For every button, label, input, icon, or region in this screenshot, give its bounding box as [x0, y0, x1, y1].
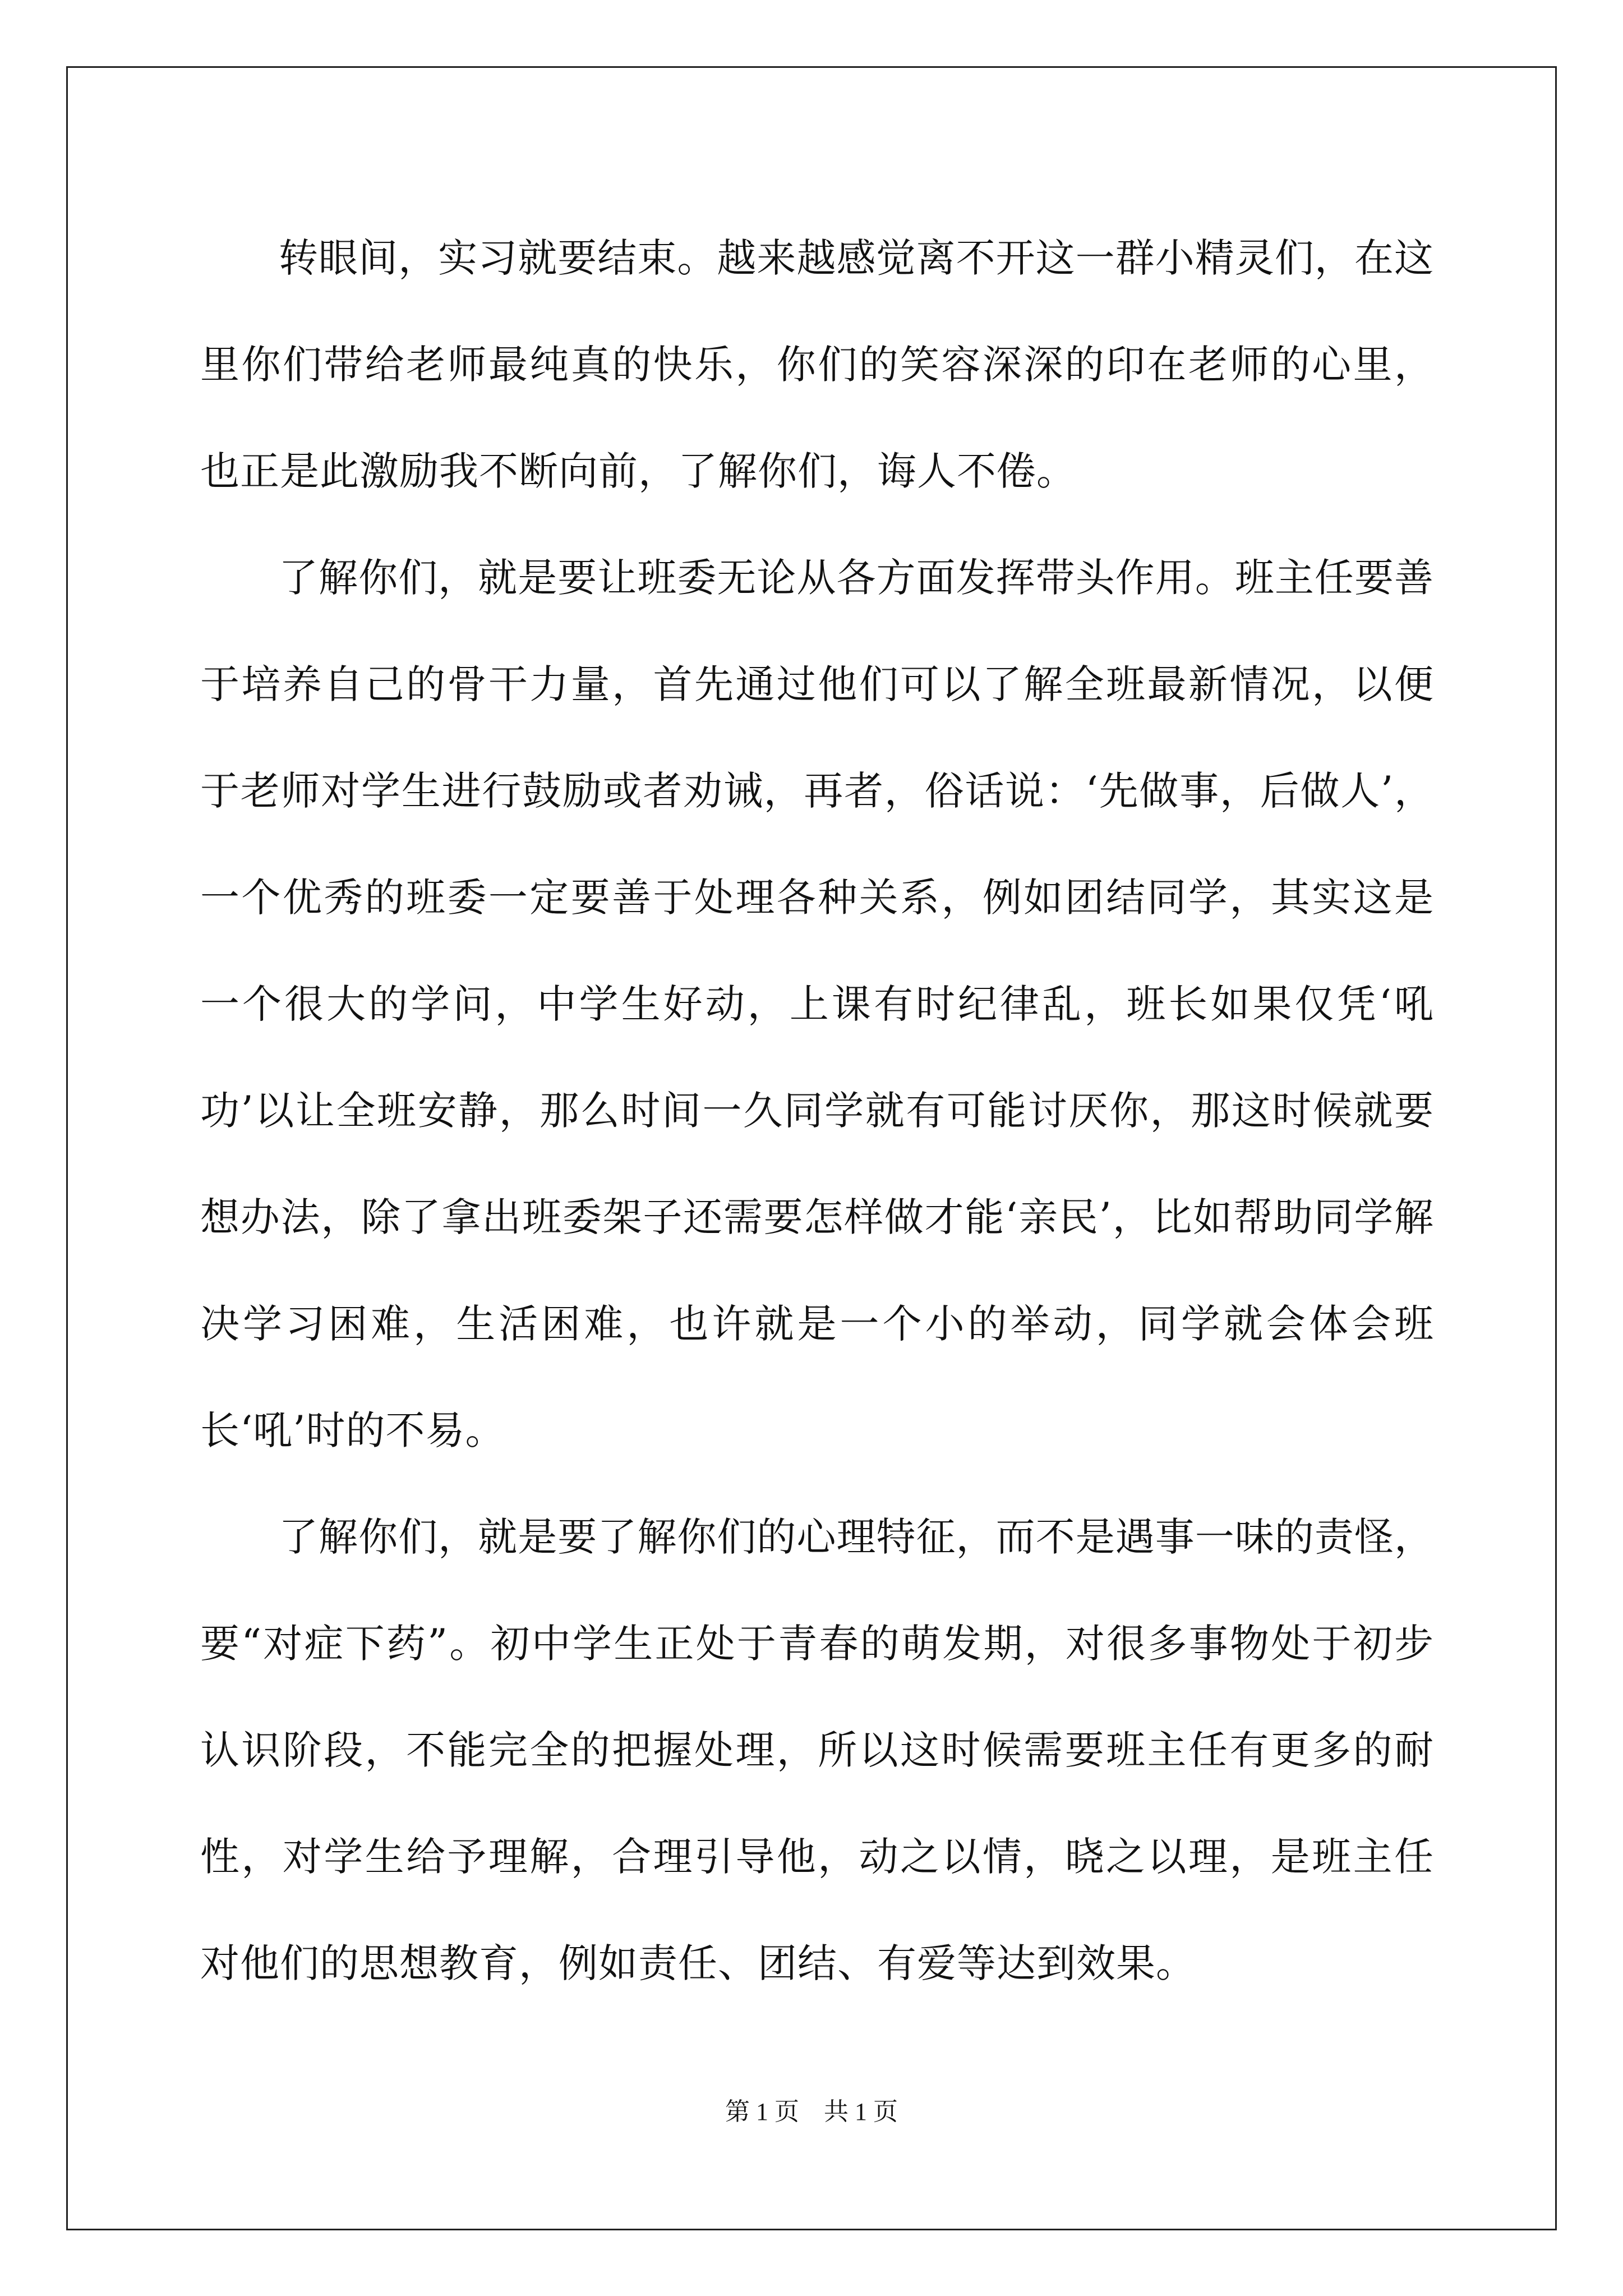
paragraph-1: 转眼间，实习就要结束。越来越感觉离不开这一群小精灵们，在这里你们带给老师最纯真的快乐，你们的笑容深深的印在老师的心里，也正是此激励我不断向前，了解你们，诲人不倦。	[200, 235, 1434, 494]
paragraph-2: 了解你们，就是要让班委无论从各方面发挥带头作用。班主任要善于培养自己的骨干力量，首先通过他们可以了解全班最新情况，以便于老师对学生进行鼓励或者劝诫，再者，俗话说：‘先做事，后做人’，一个优秀的班委一定要善于处理各种关系，例如团结同学，其实这是一个很大的学问，中学生好动，上课有时纪律乱，班长如果仅凭‘吼功’以让全班安静，那么时间一久同学就有可能讨厌你，那这时候就要想办法，除了拿出班委架子还需要怎样做才能‘亲民’，比如帮助同学解决学习困难，生活困难，也许就是一个小的举动，同学就会体会班长‘吼’时的不易。	[200, 555, 1434, 1453]
document-body	[200, 205, 1434, 2017]
page-footer	[0, 2095, 1623, 2129]
total-pages: 共 1 页	[824, 2098, 898, 2125]
paragraph-3: 了解你们，就是要了解你们的心理特征，而不是遇事一味的责怪，要“对症下药”。初中学生正处于青春的萌发期，对很多事物处于初步认识阶段，不能完全的把握处理，所以这时候需要班主任有更多的耐性，对学生给予理解，合理引导他，动之以情，晓之以理，是班主任对他们的思想教育，例如责任、团结、有爱等达到效果。	[200, 1514, 1434, 1986]
page-number: 第 1 页	[725, 2098, 799, 2125]
